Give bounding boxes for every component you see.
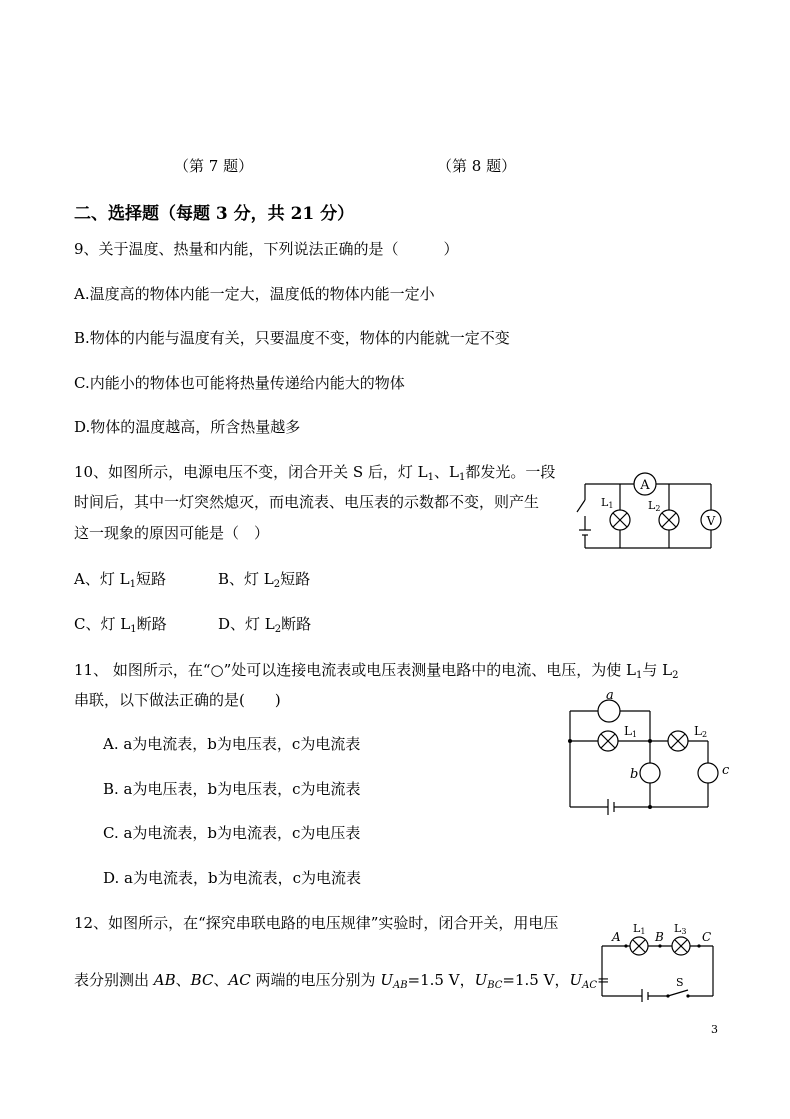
lamp-1-label: L1	[624, 724, 638, 739]
voltage-value: =	[596, 971, 610, 989]
q10-opt-sub: 1	[130, 624, 137, 635]
q10-opt-sub: 2	[274, 624, 282, 635]
voltage-symbol: U	[474, 971, 488, 989]
q10-opt-text: 断路	[281, 615, 312, 633]
q12-line-2	[74, 970, 610, 996]
q11-option-d: D. a为电流表，b为电流表，c为电流表	[103, 869, 361, 887]
meter-c-label: c	[722, 763, 730, 778]
q11-text: 与 L	[642, 661, 673, 679]
lamp-1-label: L1	[601, 496, 614, 510]
q9-option-b: B.物体的内能与温度有关，只要温度不变，物体的内能就一定不变	[74, 329, 510, 347]
q10-option-c	[74, 614, 167, 640]
point-b-label: B	[655, 930, 664, 944]
voltage-value: =1.5 V，	[502, 971, 570, 989]
ammeter-label: A	[640, 478, 650, 493]
q11-option-b: B. a为电压表，b为电压表，c为电流表	[103, 780, 361, 798]
q12-text: 表分别测出	[74, 971, 154, 989]
separator: 、	[213, 971, 229, 989]
q11-line-2: 串联，以下做法正确的是( )	[74, 691, 281, 709]
q10-text: 、L	[434, 463, 459, 481]
q10-opt-text: C、灯 L	[74, 615, 131, 633]
q10-line-1	[74, 462, 555, 488]
switch-label: S	[676, 976, 684, 989]
q11-text: 11、 如图所示，在“○”处可以连接电流表或电压表测量电路中的电流、电压，为使 L	[74, 661, 637, 679]
point-a-label: A	[612, 930, 621, 944]
q10-line-3: 这一现象的原因可能是（ ）	[74, 524, 270, 542]
page-number: 3	[711, 1023, 718, 1036]
figure-7-caption: （第 7 题）	[174, 157, 254, 175]
q9-option-a: A.温度高的物体内能一定大，温度低的物体内能一定小	[74, 285, 435, 303]
q10-opt-text: A、灯 L	[74, 570, 130, 588]
q9-option-d: D.物体的温度越高，所含热量越多	[74, 418, 301, 436]
q12-circuit-diagram	[600, 920, 725, 1002]
q10-line-2: 时间后，其中一灯突然熄灭，而电流表、电压表的示数都不变，则产生	[74, 493, 540, 511]
lamp-1-label: L1	[633, 922, 646, 936]
q9-option-c: C.内能小的物体也可能将热量传递给内能大的物体	[74, 374, 405, 392]
lamp-1	[630, 937, 648, 955]
q10-opt-text: 断路	[136, 615, 167, 633]
segment-bc: BC	[190, 971, 214, 989]
q10-option-d	[218, 614, 311, 640]
q10-circuit-diagram	[575, 468, 725, 552]
meter-b	[640, 763, 660, 783]
voltage-subscript: BC	[487, 980, 503, 991]
q11-line-1	[74, 660, 679, 686]
q10-text: 10、如图所示，电源电压不变，闭合开关 S 后，灯 L	[74, 463, 428, 481]
q9-stem: 9、关于温度、热量和内能，下列说法正确的是（ ）	[74, 240, 459, 258]
q10-sub: 1	[427, 472, 435, 483]
q10-opt-text: 短路	[135, 570, 166, 588]
meter-c	[698, 763, 718, 783]
lamp-2	[668, 731, 688, 751]
lamp-2-label: L2	[694, 724, 708, 739]
q11-option-c: C. a为电流表，b为电流表，c为电压表	[103, 824, 361, 842]
q10-opt-sub: 2	[273, 579, 281, 590]
q10-opt-text: D、灯 L	[218, 615, 275, 633]
meter-a-label: a	[606, 688, 614, 703]
segment-ac: AC	[228, 971, 251, 989]
voltage-value: =1.5 V，	[407, 971, 475, 989]
lamp-2-label: L2	[648, 499, 661, 513]
lamp-1	[598, 731, 618, 751]
q11-sub: 1	[636, 670, 643, 681]
lamp-1	[610, 510, 630, 530]
q11-sub: 2	[672, 670, 679, 681]
voltage-subscript: AC	[582, 980, 597, 991]
ammeter	[634, 473, 656, 495]
q11-circuit-diagram	[560, 685, 740, 815]
point-c-label: C	[702, 930, 712, 944]
q11-option-a: A. a为电流表，b为电压表，c为电流表	[103, 735, 361, 753]
segment-ab: AB	[153, 971, 176, 989]
q10-opt-text: 短路	[280, 570, 311, 588]
q10-text: 都发光。一段	[465, 463, 556, 481]
voltmeter	[701, 510, 721, 530]
lamp-2	[659, 510, 679, 530]
voltage-symbol: U	[380, 971, 393, 989]
q12-line-1: 12、如图所示，在“探究串联电路的电压规律”实验时，闭合开关，用电压	[74, 914, 559, 932]
lamp-2-label: L3	[674, 922, 687, 936]
q10-opt-text: B、灯 L	[218, 570, 274, 588]
q10-option-b	[218, 569, 310, 595]
voltmeter-label: V	[706, 514, 716, 528]
q12-text: 两端的电压分别为	[250, 971, 381, 989]
voltage-subscript: AB	[392, 980, 408, 991]
figure-8-caption: （第 8 题）	[437, 157, 517, 175]
meter-b-label: b	[630, 767, 639, 782]
meter-a	[598, 700, 620, 722]
lamp-2	[672, 937, 690, 955]
q10-sub: 1	[458, 472, 466, 483]
q10-opt-sub: 1	[129, 579, 136, 590]
voltage-symbol: U	[569, 971, 583, 989]
separator: 、	[175, 971, 191, 989]
q10-option-a	[74, 569, 166, 595]
section-title: 二、选择题（每题 3 分，共 21 分）	[74, 204, 355, 224]
